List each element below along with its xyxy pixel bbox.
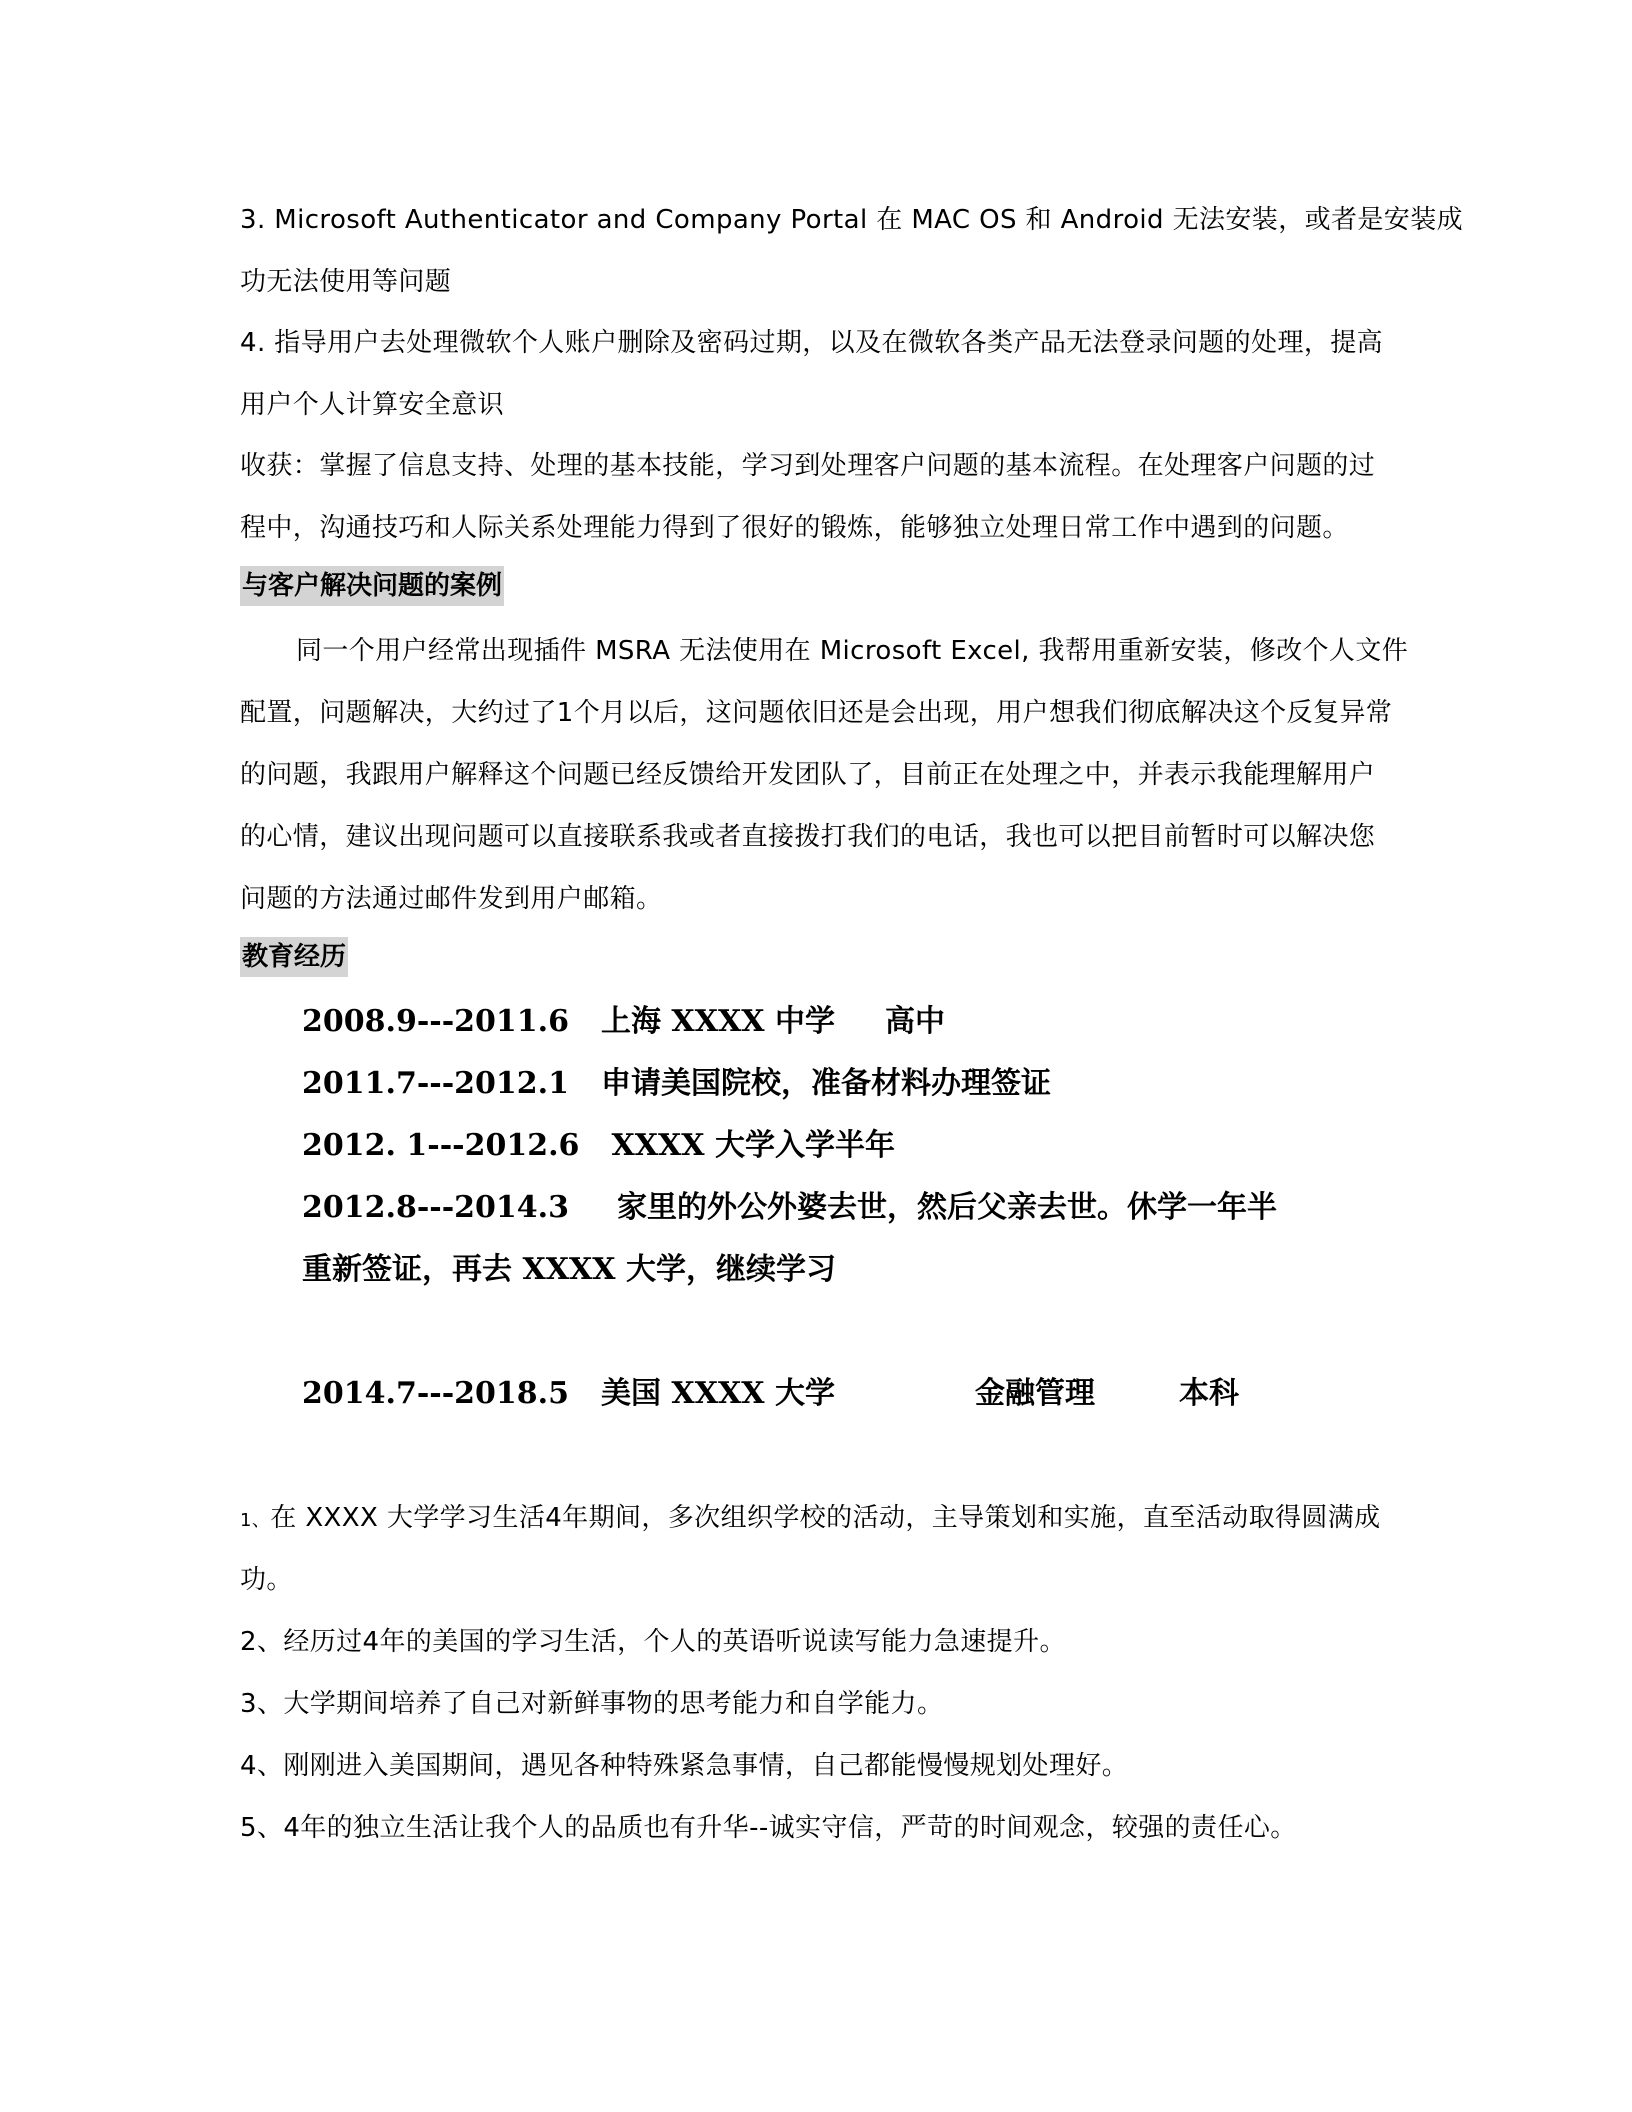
achievement-3: 3、大学期间培养了自己对新鲜事物的思考能力和自学能力。 xyxy=(240,1689,944,1719)
edu-period: 2012.8---2014.3 xyxy=(302,1190,569,1225)
edu-entry-6 xyxy=(302,1374,1239,1414)
item3-line2: 功无法使用等问题 xyxy=(240,267,452,297)
achievement-1-line1 xyxy=(240,1501,1381,1538)
edu-level: 高中 xyxy=(884,1004,945,1039)
edu-entry-5 xyxy=(302,1250,836,1290)
case-line-2: 配置，问题解决，大约过了1个月以后，这问题依旧还是会出现，用户想我们彻底解决这个反复异常 xyxy=(240,698,1393,728)
edu-place: 上海 XXXX 中学 xyxy=(600,1004,835,1039)
achievement-4: 4、刚刚进入美国期间，遇见各种特殊紧急事情，自己都能慢慢规划处理好。 xyxy=(240,1751,1129,1781)
gain-line1: 收获：掌握了信息支持、处理的基本技能，学习到处理客户问题的基本流程。在处理客户问题的过 xyxy=(240,451,1376,481)
achievement-1-number: 1、 xyxy=(240,1510,271,1531)
case-line-3: 的问题，我跟用户解释这个问题已经反馈给开发团队了，目前正在处理之中，并表示我能理解用户 xyxy=(240,760,1376,790)
edu-desc: 家里的外公外婆去世，然后父亲去世。休学一年半 xyxy=(616,1190,1277,1225)
achievement-5: 5、4年的独立生活让我个人的品质也有升华--诚实守信，严苛的时间观念，较强的责任心。 xyxy=(240,1813,1297,1843)
edu-desc: XXXX 大学入学半年 xyxy=(611,1128,895,1163)
case-line-5: 问题的方法通过邮件发到用户邮箱。 xyxy=(240,884,663,914)
edu-desc: 申请美国院校，准备材料办理签证 xyxy=(600,1066,1051,1101)
edu-place: 美国 XXXX 大学 xyxy=(600,1376,835,1411)
case-heading: 与客户解决问题的案例 xyxy=(240,566,504,606)
edu-period: 2008.9---2011.6 xyxy=(302,1004,569,1039)
item3-line1: 3. Microsoft Authenticator and Company Portal 在 MAC OS 和 Android 无法安装，或者是安装成 xyxy=(240,205,1463,235)
edu-desc: 重新签证，再去 XXXX 大学，继续学习 xyxy=(302,1252,836,1287)
edu-period: 2011.7---2012.1 xyxy=(302,1066,569,1101)
edu-major: 金融管理 xyxy=(974,1376,1095,1411)
edu-entry-4 xyxy=(302,1188,1277,1228)
item4-line2: 用户个人计算安全意识 xyxy=(240,390,505,420)
achievement-1-text: 在 XXXX 大学学习生活4年期间，多次组织学校的活动，主导策划和实施，直至活动取得圆满成 xyxy=(270,1503,1381,1533)
edu-entry-1 xyxy=(302,1002,945,1042)
edu-level: 本科 xyxy=(1178,1376,1239,1411)
case-line-4: 的心情，建议出现问题可以直接联系我或者直接拨打我们的电话，我也可以把目前暂时可以解决您 xyxy=(240,822,1376,852)
edu-period: 2012. 1---2012.6 xyxy=(302,1128,580,1163)
achievement-2: 2、经历过4年的美国的学习生活，个人的英语听说读写能力急速提升。 xyxy=(240,1627,1066,1657)
education-heading: 教育经历 xyxy=(240,937,348,977)
case-line-1: 同一个用户经常出现插件 MSRA 无法使用在 Microsoft Excel, 我帮用重新安装，修改个人文件 xyxy=(296,636,1409,666)
edu-period: 2014.7---2018.5 xyxy=(302,1376,569,1411)
edu-entry-3 xyxy=(302,1126,895,1166)
edu-entry-2 xyxy=(302,1064,1051,1104)
item4-line1: 4. 指导用户去处理微软个人账户删除及密码过期，以及在微软各类产品无法登录问题的处理，提高 xyxy=(240,328,1384,358)
gain-line2: 程中，沟通技巧和人际关系处理能力得到了很好的锻炼，能够独立处理日常工作中遇到的问题。 xyxy=(240,513,1349,543)
achievement-1-line2: 功。 xyxy=(240,1565,293,1595)
